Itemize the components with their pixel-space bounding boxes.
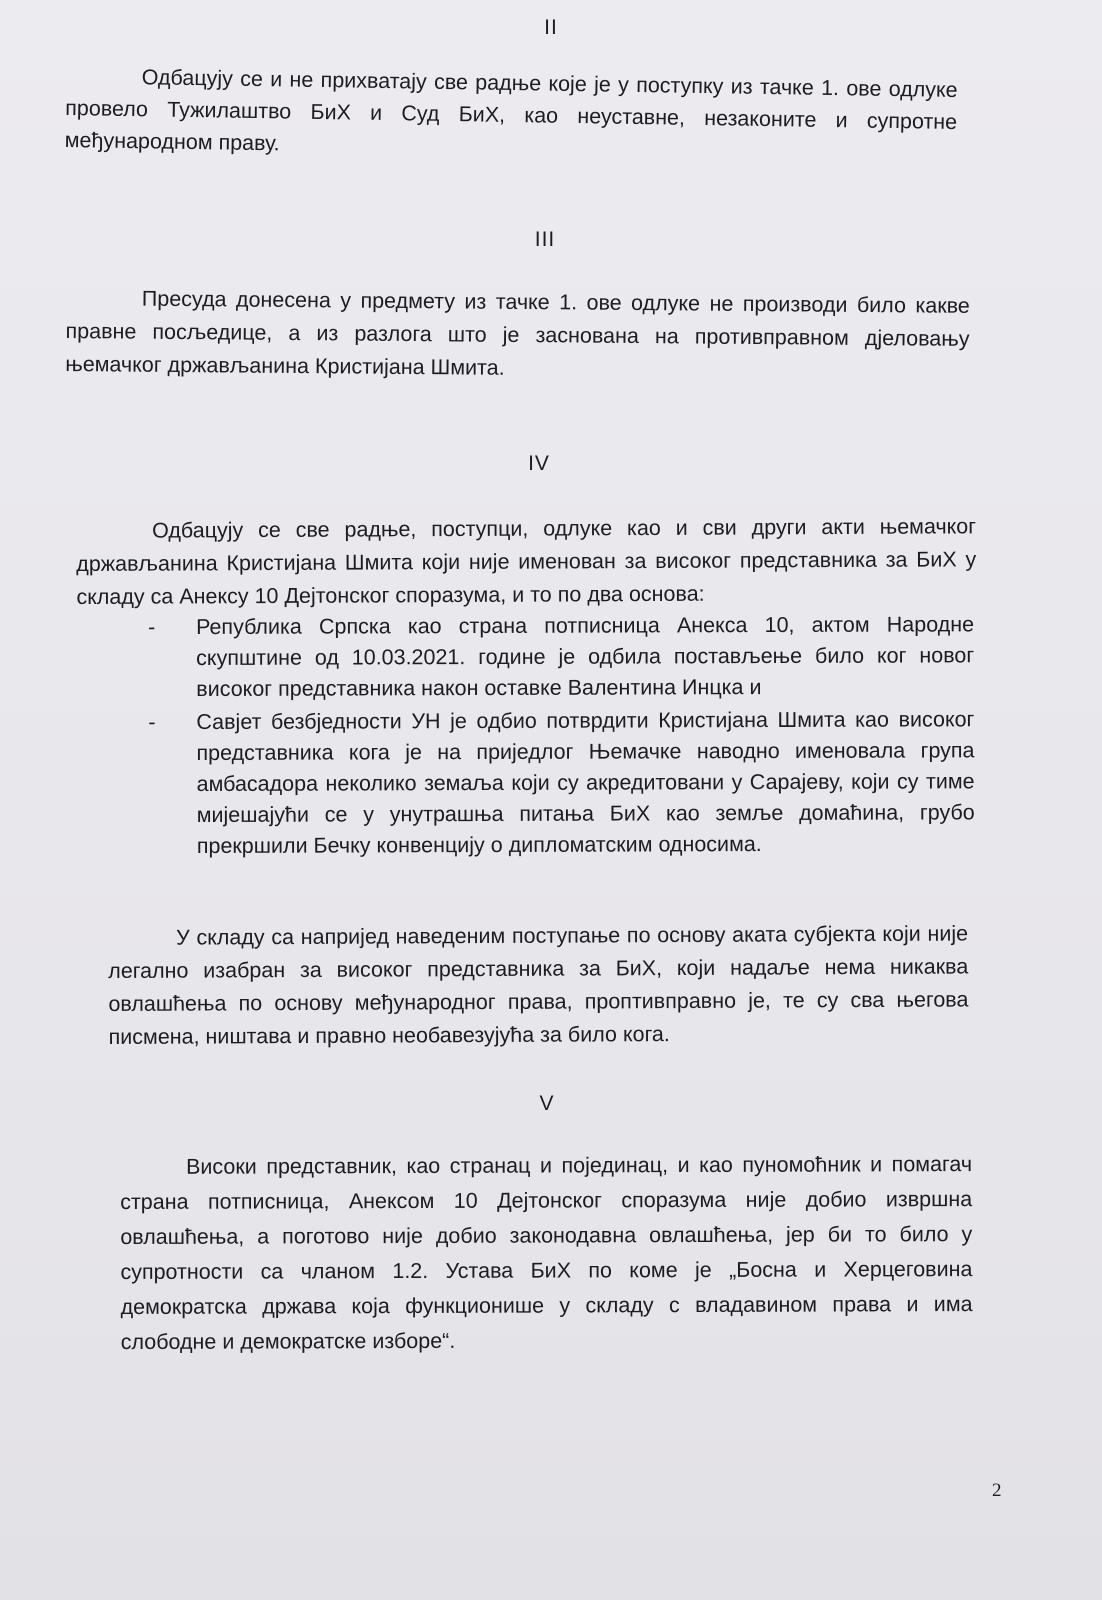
section-heading-ii: II [544, 16, 558, 39]
dash-bullet-icon: - [148, 710, 156, 735]
section-heading-v: V [539, 1092, 555, 1115]
list-item-text: Савјет безбједности УН је одбио потврдити Кристијана Шмита као високог представника кога је на приједлог Њемачке наводно именовала група амбасадора неколико земаља који су акредитовани у Сарајеву, који су тиме мијешајући се у унутрашња питања БиХ као земље домаћина, грубо прекршили Бечку конвенцију о дипломатским односима. [196, 707, 975, 858]
list-item-text: Република Српска као страна потписница Анекса 10, актом Народне скупштине од 10.03.2021. године је одбила постављење било ког новог високог представника након оставке Валентина Инцка и [196, 612, 975, 701]
section-iv-bullet-list [148, 609, 975, 864]
section-heading-iii: III [534, 228, 556, 251]
section-iv-intro: Одбацују се све радње, поступци, одлуке као и сви други акти њемачког држављанина Кристијана Шмита који није именован за високог представника за БиХ у складу са Анексу 10 Дејтонског споразума, и то по два основа: [76, 514, 977, 609]
section-v-paragraph: Високи представник, као странац и појединац, и као пуномоћник и помагач страна потписница, Анексом 10 Дејтонског споразума није добио извршна овлашћења, а поготово није добио законодавна овлашћења, јер би то било у супротности са чланом 1.2. Устава БиХ по коме је „Босна и Херцеговина демократска држава која функционише у складу с владавином права и има слободне и демократске изборе“. [120, 1152, 973, 1354]
section-ii-paragraph: Одбацују се и не прихватају све радње које је у поступку из тачке 1. ове одлуке провело Тужилаштво БиХ и Суд БиХ, као неуставне, незаконите и супротне међународном праву. [64, 65, 958, 156]
list-item [148, 704, 975, 862]
section-iii-paragraph: Пресуда донесена у предмету из тачке 1. ове одлуке не производи било какве правне посљедице, а из разлога што је заснована на противправном дјеловању њемачког држављанина Кристијана Шмита. [65, 286, 970, 380]
section-heading-iv: IV [528, 452, 550, 475]
section-iv-conclusion: У складу са напријед наведеним поступање по основу аката субјекта који није легално изабран за високог представника за БиХ, који надаље нема никаква овлашћења по основу међународног права, проптивправно је, те су сва његова писмена, ништава и правно необавезујућа за било кога. [108, 921, 969, 1049]
list-item [148, 609, 975, 705]
dash-bullet-icon: - [148, 615, 156, 640]
page-number: 2 [992, 1480, 1002, 1501]
